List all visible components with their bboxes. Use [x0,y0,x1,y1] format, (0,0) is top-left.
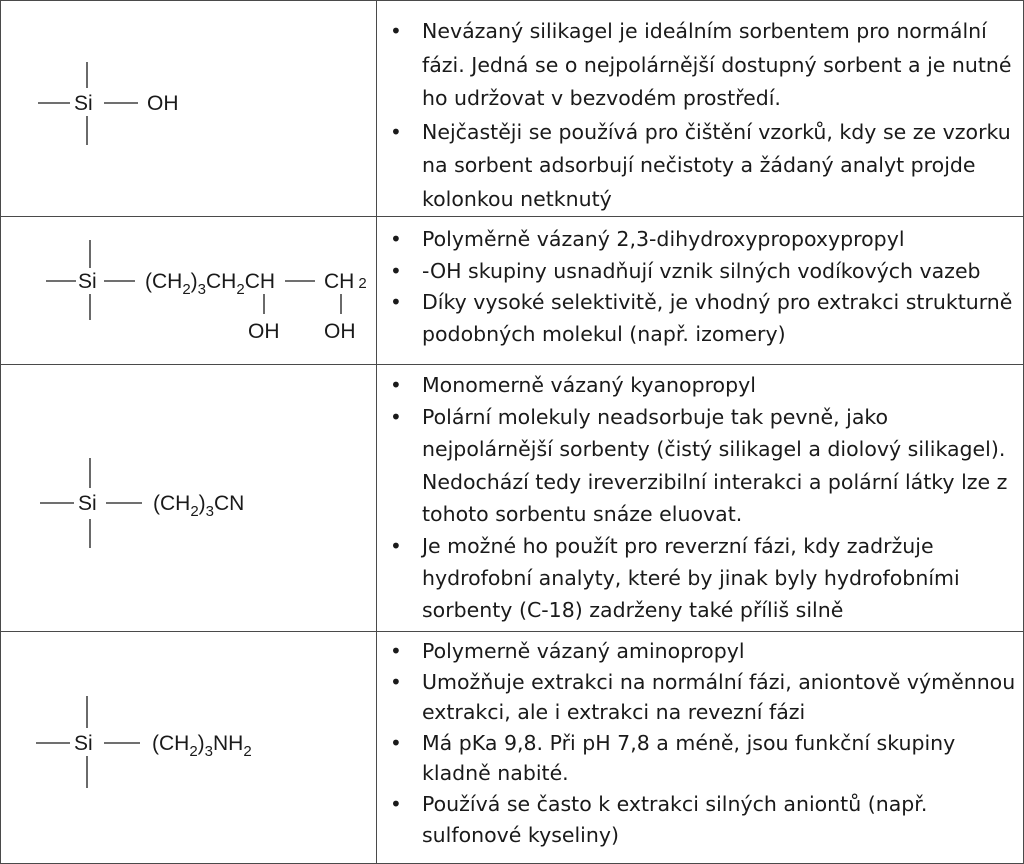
structure-aminopropyl [0,631,376,864]
list-item: • Polymerně vázaný aminopropyl [388,636,1020,667]
si-atom-label: Si [78,492,97,515]
si-atom-label: Si [74,732,93,755]
description-list [388,224,1020,350]
list-item: • Umožňuje extrakci na normální fázi, aniontově výměnnou extrakci, ale i extrakci na revezní fázi [388,667,1020,728]
chain-label: $(CH_2)_3NH_2$ [152,732,252,760]
description-list [388,369,1020,627]
si-atom-label: Si [78,270,97,293]
list-item: • Má pKa 9,8. Při pH 7,8 a méně, jsou funkční skupiny kladně nabité. [388,728,1020,789]
formula-aminopropyl [0,631,376,864]
column-divider [376,0,377,864]
list-item: • -OH skupiny usnadňují vznik silných vodíkových vazeb [388,256,1020,288]
structure-silanol [0,0,376,216]
list-item: • Polární molekuly neadsorbuje tak pevně, jako nejpolárnější sorbenty (čistý silikagel a diolový silikagel). Nedochází tedy ireverzibilní interakci a polární látky lze z tohoto sorbentu snáze eluovat. [388,401,1020,530]
description-list [388,636,1020,850]
chain-label: $(CH_2)_3CH_2CH$ [145,270,276,298]
formula-silanol [0,0,376,216]
list-item: • Díky vysoké selektivitě, je vhodný pro extrakci strukturně podobných molekul (např. izomery) [388,287,1020,350]
structure-cyanopropyl [0,364,376,631]
list-item: • Monomerně vázaný kyanopropyl [388,369,1020,401]
si-atom-label: Si [74,92,93,115]
formula-diol [0,216,376,364]
list-item: • Polyměrně vázaný 2,3-dihydroxypropoxypropyl [388,224,1020,256]
hydroxyl-label: OH [324,320,356,343]
hydroxyl-label: OH [147,92,179,115]
chain-label: $(CH_2)_3CN$ [153,492,245,520]
formula-cyanopropyl [0,364,376,631]
hydroxyl-label: OH [248,320,280,343]
list-item: • Používá se často k extrakci silných aniontů (např. sulfonové kyseliny) [388,789,1020,850]
list-item: • Nevázaný silikagel je ideálním sorbentem pro normální fázi. Jedná se o nejpolárnější dostupný sorbent a je nutné ho udržovat v bezvodém prostředí. [388,15,1020,116]
structure-diol [0,216,376,364]
list-item: • Je možné ho použít pro reverzní fázi, kdy zadržuje hydrofobní analyty, které by jinak byly hydrofobními sorbenty (C-18) zadrženy také příliš silně [388,530,1020,627]
terminal-ch2-label: CH 2 [324,270,367,293]
list-item: • Nejčastěji se používá pro čištění vzorků, kdy se ze vzorku na sorbent adsorbují nečistoty a žádaný analyt projde kolonkou netknutý [388,116,1020,217]
description-list [388,15,1020,216]
